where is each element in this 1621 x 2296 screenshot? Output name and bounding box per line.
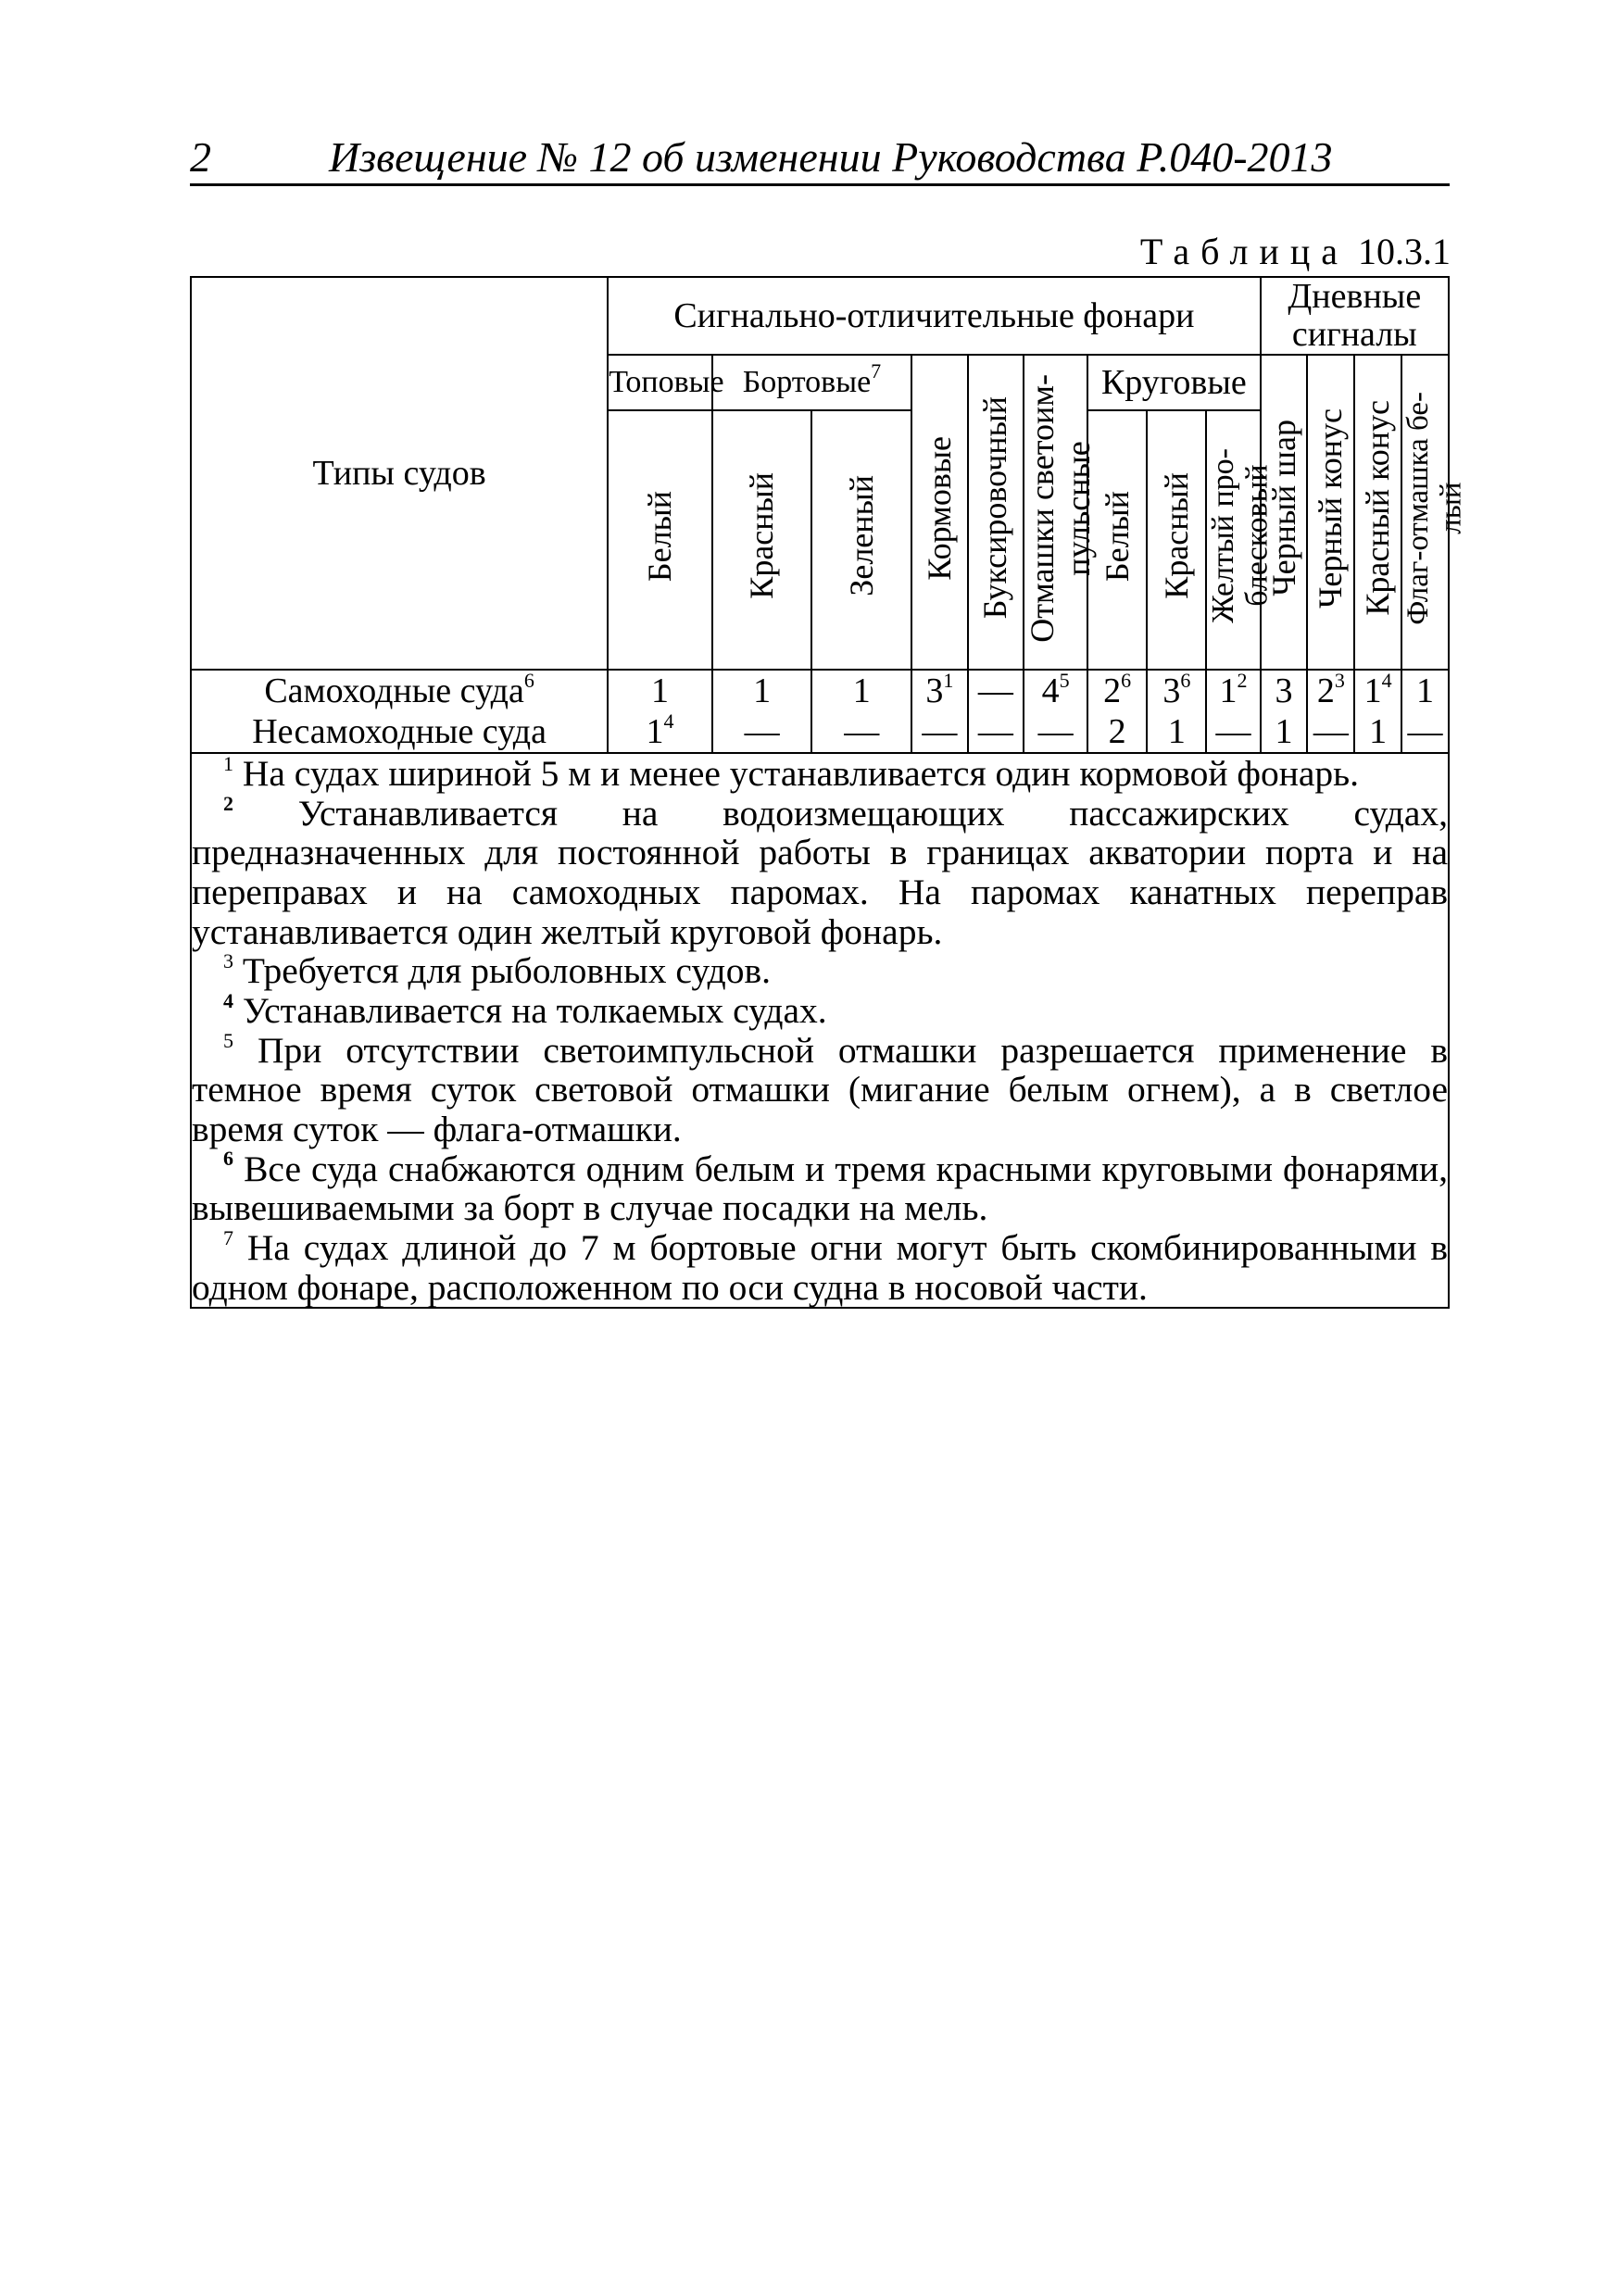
col-circ-white: Белый [1087,410,1147,670]
page-number: 2 [190,133,211,181]
cell-flag: — [1401,711,1449,753]
cell-buksir: — [968,711,1024,753]
cell-circ-yellow: $1^2$ [1206,670,1260,711]
col-flag: Флаг-отмашка бе- лый [1401,355,1449,670]
note-item: $^7$ На судах длиной до 7 м бортовые огни могут быть скомбинированными в одном фонаре, расположенном по оси судна в носовой части. [192,1225,1449,1308]
cell-side-red: — [712,711,812,753]
note-item: $^6$ Все суда снабжаются одним белым и тремя красными круговыми фонарями, вывешиваемыми за борт в случае посадки на мель. [192,1147,1448,1229]
stub-header: Типы судов [191,277,608,670]
subheader-topovye: Топовые [608,355,712,410]
note-item: $^1$ На судах шириной 5 м и менее устанавливается один кормовой фонарь. [223,751,1360,795]
col-black-cone: Черный конус [1307,355,1354,670]
table-row [191,711,1449,753]
cell-top-white: 1 [608,670,712,711]
note-item: $^3$ Требуется для рыболовных судов. [223,949,771,992]
note-item: $^4$ Устанавливается на толкаемых судах. [223,988,827,1031]
cell-buksir: — [968,670,1024,711]
col-side-green: Зеленый [811,410,911,670]
col-black-ball: Черный шар [1261,355,1308,670]
running-title: Извещение № 12 об изменении Руководства Р.040-2013 [329,133,1333,181]
cell-black-ball: 3 [1261,670,1308,711]
cell-circ-white: $2^6$ [1087,670,1147,711]
cell-circ-yellow: — [1206,711,1260,753]
cell-kormovye: — [911,711,968,753]
group-header-lights: Сигнально-отличительные фонари [608,277,1260,355]
col-circ-red: Красный [1147,410,1206,670]
col-side-red: Красный [712,410,812,670]
cell-flag: 1 [1401,670,1449,711]
row-label: Самоходные суда$^6$ [191,670,608,711]
row-label: Несамоходные суда [191,711,608,753]
table-notes [191,753,1449,1308]
cell-black-cone: $2^3$ [1307,670,1354,711]
page-header [190,125,1450,182]
col-otmashki: Отмашки светоим- пульсные [1024,355,1087,670]
cell-circ-red: 1 [1147,711,1206,753]
table-caption [1140,230,1451,273]
col-red-cone: Красный конус [1354,355,1401,670]
cell-black-cone: — [1307,711,1354,753]
table-caption-number: 10.3.1 [1358,231,1451,272]
col-kormovye: Кормовые [911,355,968,670]
note-item: $^5$ При отсутствии светоимпульсной отмашки разрешается применение в темное время суток световой отмашки (мигание белым огнем), а в светлое время суток — флага-отмашки. [192,1028,1448,1149]
cell-red-cone: $1^4$ [1354,670,1401,711]
cell-circ-red: $3^6$ [1147,670,1206,711]
cell-otmashki: — [1024,711,1087,753]
table-caption-label: Таблица [1139,231,1349,272]
cell-circ-white: 2 [1087,711,1147,753]
cell-otmashki: $4^5$ [1024,670,1087,711]
col-buksir: Буксировочный [968,355,1024,670]
cell-black-ball: 1 [1261,711,1308,753]
header-rule [190,183,1450,186]
subheader-krugovye: Круговые [1087,355,1261,410]
table-row [191,670,1449,711]
cell-red-cone: 1 [1354,711,1401,753]
subheader-bortovye: Бортовые$^7$ [712,355,911,410]
note-item: $^2$ Устанавливается на водоизмещающих пассажирских судах, предназначенных для постоянной работы в границах акватории порта и на переправах и на самоходных паромах. На паромах канатных переправ устанавливается один желтый круговой фонарь. [192,791,1449,952]
col-circ-yellow: Желтый про- блесковый [1206,410,1260,670]
group-header-day-signals: Дневные сигналы [1261,277,1449,355]
col-top-white: Белый [608,410,712,670]
signals-table [190,276,1468,1309]
cell-side-green: — [811,711,911,753]
cell-side-green: 1 [811,670,911,711]
cell-top-white: $1^4$ [608,711,712,753]
cell-side-red: 1 [712,670,812,711]
cell-kormovye: $3^1$ [911,670,968,711]
